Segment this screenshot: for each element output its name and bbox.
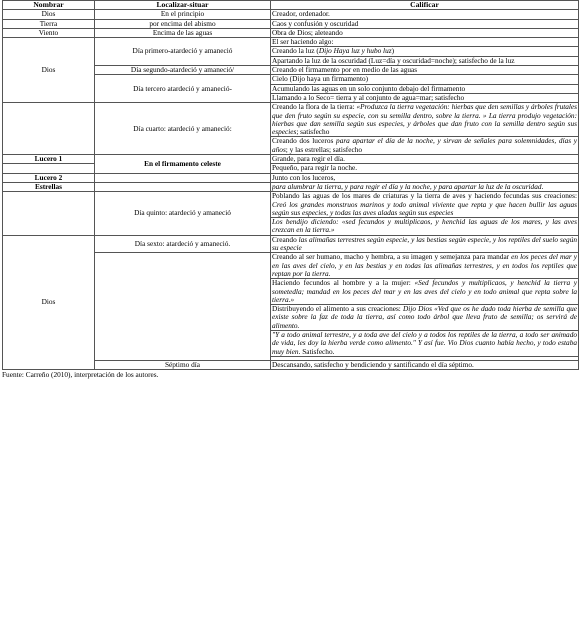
qualify-cell: Creador, ordenador. — [271, 10, 579, 19]
table-row — [3, 19, 579, 28]
text-run: Distribuyendo el alimento a sus creaciones: — [272, 304, 404, 314]
table-row — [3, 10, 579, 19]
text-run: Haciendo fecundos al hombre y a la mujer: — [272, 278, 415, 288]
location-cell: Día primero-atardeció y amaneció — [95, 38, 271, 66]
table-row — [3, 164, 579, 173]
text-run: ) — [391, 46, 395, 56]
text-run: Creando al ser humano, macho y hembra, a su imagen y semejanza para mandar — [272, 252, 512, 262]
quote-text: Dijo Haya luz y hubo luz — [318, 46, 392, 56]
header-calificar: Calificar — [271, 1, 579, 10]
quote-text: en los peces del mar y en las aves del cielo, y en las bestias y en todas las alimañas terrestres, y en todos los reptiles que reptan por la tierra. — [272, 252, 577, 278]
text-run: Poblando las aguas de los mares de criaturas y la tierra de aves y haciendo fecundas sus creaciones: — [272, 191, 577, 201]
quote-text: Dijo Dios «Ved que os he dado toda hierba de semilla que existe sobre la faz de toda la tierra, así como todo árbol que lleva fruto de semilla; os servirá de alimento. — [272, 304, 578, 330]
name-cell: Lucero 1 — [3, 155, 95, 164]
name-cell: Tierra — [3, 19, 95, 28]
name-cell — [3, 164, 95, 173]
location-cell: Séptimo día — [95, 360, 271, 369]
name-cell: Dios — [3, 235, 95, 369]
quote-text: las alimañas terrestres según especie, y las bestias según especie, y los reptiles del suelo según su especie — [272, 235, 577, 253]
header-nombrar: Nombrar — [3, 1, 95, 10]
creation-table — [2, 0, 579, 370]
qualify-cell: Cielo (Dijo haya un firmamento) — [271, 75, 579, 84]
qualify-cell — [271, 235, 579, 253]
text-run: Creando la luz ( — [272, 46, 319, 56]
quote-text: para apartar el día de la noche, y sirvan de señales para solemnidades, días y años — [272, 136, 577, 154]
qualify-cell — [271, 192, 579, 218]
table-row — [3, 155, 579, 164]
location-cell — [95, 173, 271, 182]
location-cell — [95, 182, 271, 191]
location-cell: En el firmamento celeste — [95, 155, 271, 174]
text-run: . — [541, 182, 544, 191]
qualify-cell: Acumulando las aguas en un solo conjunto debajo del firmamento — [271, 84, 579, 93]
qualify-cell: Junto con los luceros, — [271, 173, 579, 182]
quote-text: Creó los grandes monstruos marinos y todo animal viviente que repta y que hacen bullir las aguas según sus especies, y todas las aves aladas según sus especies — [272, 199, 577, 217]
table-row — [3, 192, 579, 218]
quote-text: «Sed fecundos y multiplicaos, y henchid la tierra y sometedla; mandad en los peces del mar y en las aves del cielo y en todo animal que repta sobre la tierra.» — [272, 278, 578, 304]
name-cell — [3, 103, 95, 155]
qualify-cell — [271, 305, 579, 331]
location-cell: Día cuarto: atardeció y amaneció: — [95, 103, 271, 155]
location-cell: por encima del abismo — [95, 19, 271, 28]
text-run: ; y las estrellas; satisfecho — [285, 144, 362, 154]
qualify-cell: Creando el firmamento por en medio de las aguas — [271, 66, 579, 75]
text-run: . Satisfecho. — [298, 346, 335, 356]
table-row — [3, 173, 579, 182]
location-cell: En el principio — [95, 10, 271, 19]
qualify-cell — [271, 279, 579, 305]
quote-text: para alumbrar la tierra, y para regir el día y la noche, y para apartar la luz de la oscuridad — [272, 182, 542, 191]
location-cell: Encima de las aguas — [95, 28, 271, 37]
name-cell — [3, 192, 95, 235]
table-row — [3, 103, 579, 137]
quote-text: «Produzca la tierra vegetación: hierbas que den semillas y árboles frutales que den fruto según su especie, con su semilla dentro, sobre la tierra. » La tierra produjo vegetación: hierbas que dan semilla según sus especies, y árboles que dan fruto con la semilla dentro según sus especies — [272, 102, 577, 137]
header-row — [3, 1, 579, 10]
qualify-cell: Caos y confusión y oscuridad — [271, 19, 579, 28]
qualify-cell: Apartando la luz de la oscuridad (Luz=día y oscuridad=noche); satisfecho de la luz — [271, 56, 579, 65]
qualify-cell — [271, 103, 579, 137]
name-cell: Estrellas — [3, 182, 95, 191]
text-run: Creando dos luceros — [272, 136, 337, 146]
qualify-cell: Descansando, satisfecho y bendiciendo y santificando el día séptimo. — [271, 360, 579, 369]
text-run: Creando — [272, 235, 299, 244]
table-row — [3, 235, 579, 253]
location-cell: Día tercero atardeció y amaneció- — [95, 75, 271, 103]
name-cell: Lucero 2 — [3, 173, 95, 182]
qualify-cell — [271, 182, 579, 191]
qualify-cell — [271, 137, 579, 155]
qualify-cell: Grande, para regir el día. — [271, 155, 579, 164]
quote-text: "Y a todo animal terrestre, y a toda ave del cielo y a todos los reptiles de la tierra, a todo ser animado de vida, les doy la hierba verde como alimento." Y así fue. Vio Dios cuanto había hecho, y todo estaba muy bien — [272, 330, 577, 356]
source-footnote: Fuente: Carreño (2010), interpretación de los autores. — [2, 370, 159, 379]
location-cell: Día quinto: atardeció y amaneció — [95, 192, 271, 235]
table-row — [3, 38, 579, 47]
name-cell: Dios — [3, 10, 95, 19]
text-run: Creando la flora de la tierra: — [272, 102, 357, 112]
name-cell: Viento — [3, 28, 95, 37]
location-cell: Día segundo-atardeció y amaneció/ — [95, 66, 271, 75]
location-cell: Día sexto: atardeció y amaneció. — [95, 235, 271, 253]
text-run: ; satisfecho — [296, 127, 330, 137]
qualify-cell: Obra de Dios; aleteando — [271, 28, 579, 37]
header-localizar: Localizar-situar — [95, 1, 271, 10]
table-row — [3, 28, 579, 37]
qualify-cell — [271, 47, 579, 56]
location-cell — [95, 253, 271, 361]
qualify-cell: Los bendijo diciendo: «sed fecundos y multiplicaos, y henchid las aguas de los mares, y las aves crezcan en la tierra.» — [272, 217, 577, 235]
qualify-cell — [271, 253, 579, 279]
qualify-cell: Llamando a lo Seco= tierra y al conjunto de agua=mar; satisfecho — [271, 93, 579, 102]
name-cell: Dios — [3, 38, 95, 103]
table-row — [3, 182, 579, 191]
qualify-cell: El ser haciendo algo: — [271, 38, 579, 47]
qualify-cell — [271, 330, 579, 356]
qualify-cell: Pequeño, para regir la noche. — [271, 164, 579, 173]
